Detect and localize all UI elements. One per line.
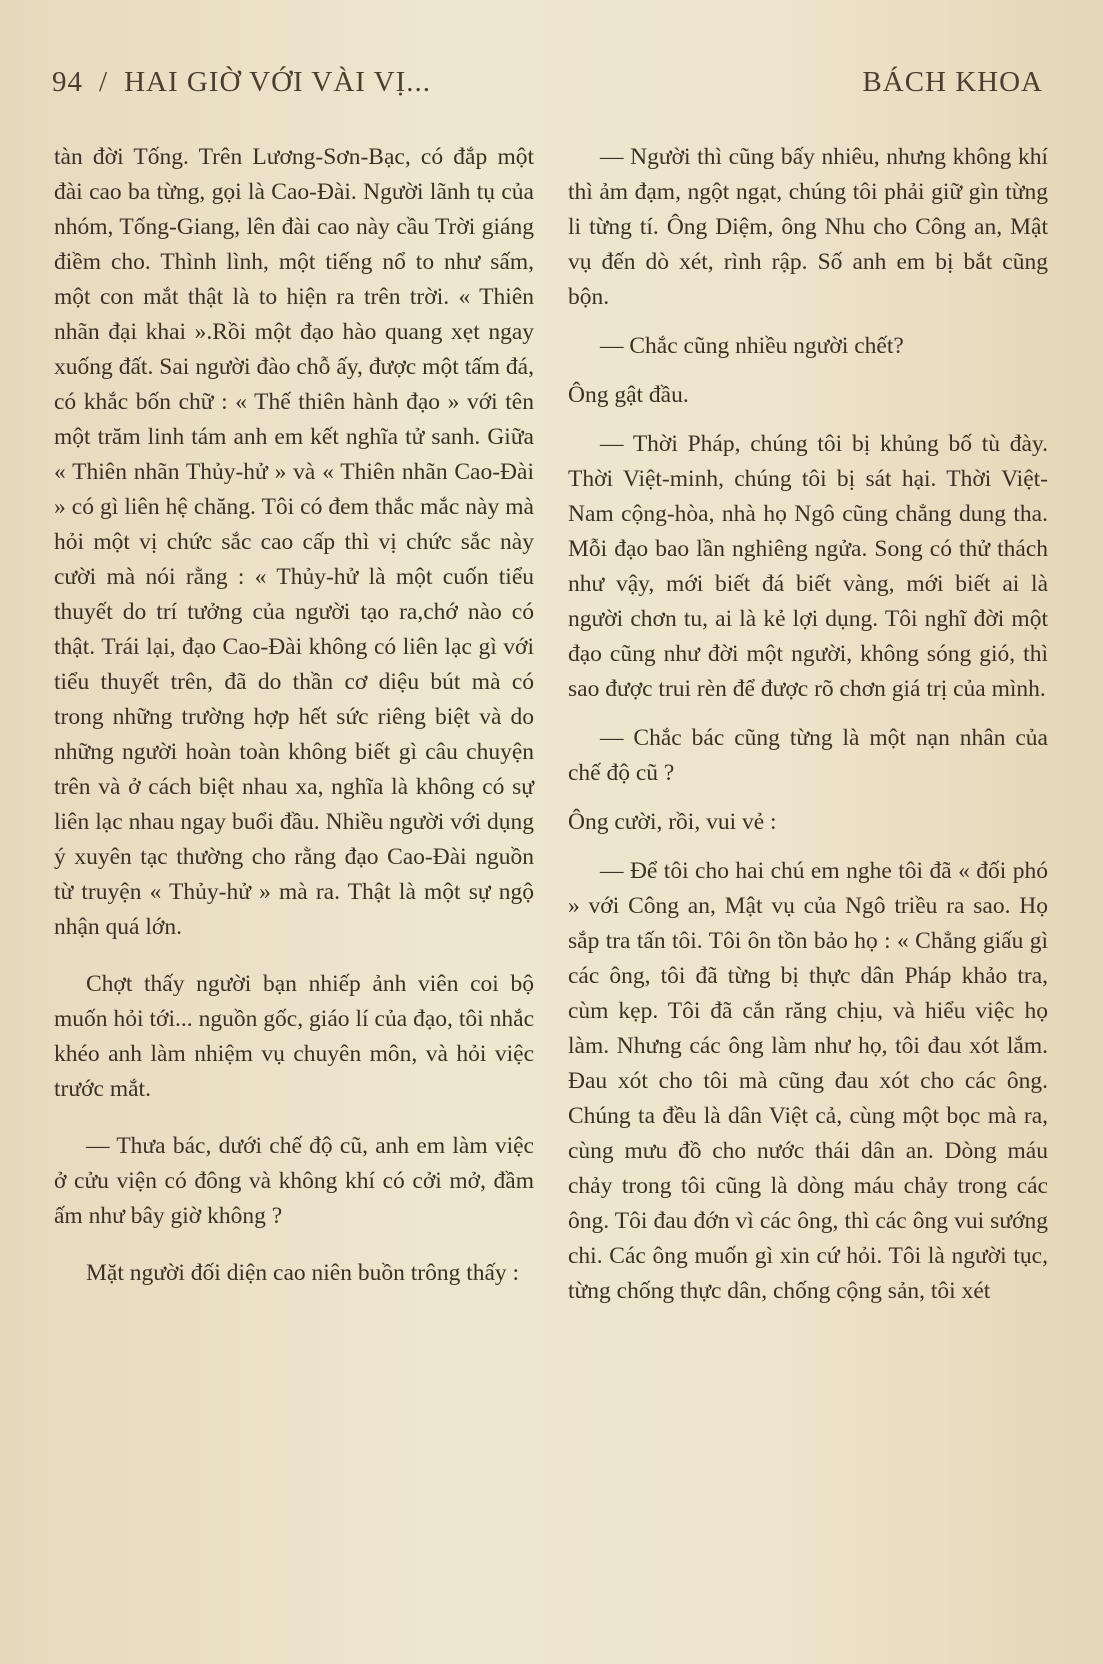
paragraph: — Để tôi cho hai chú em nghe tôi đã « đối phó » với Công an, Mật vụ của Ngô triều ra sao. Họ sắp tra tấn tôi. Tôi ôn tồn bảo họ : « Chẳng giấu gì các ông, tôi đã từng bị thực dân Pháp khảo tra, cùm kẹp. Tôi đã cắn răng chịu, và hiểu việc họ làm. Nhưng các ông làm như họ, tôi đau xót lắm. Đau xót cho tôi mà cũng đau xót cho các ông. Chúng ta đều là dân Việt cả, cùng một bọc mà ra, cùng mưu đồ cho nước thái dân an. Dòng máu chảy trong tôi cũng là dòng máu chảy trong các ông. Tôi đau đớn vì các ông, thì các ông vui sướng chi. Các ông muốn gì xin cứ hỏi. Tôi là người tục, từng chống thực dân, chống cộng sản, tôi xét (568, 858, 1048, 1304)
paragraph: Mặt người đối diện cao niên buồn trông thấy : (86, 1260, 520, 1286)
left-column (54, 140, 534, 1291)
paragraph: Ông cười, rồi, vui vẻ : (568, 809, 777, 835)
paragraph: — Thời Pháp, chúng tôi bị khủng bố tù đày. Thời Việt-minh, chúng tôi bị sát hại. Thời Việt-Nam cộng-hòa, nhà họ Ngô cũng chẳng dung tha. Mỗi đạo bao lần nghiêng ngửa. Song có thử thách như vậy, mới biết đá biết vàng, mới biết ai là người chơn tu, ai là kẻ lợi dụng. Tôi nghĩ đời một đạo cũng như đời một người, không sóng gió, thì sao được trui rèn để được rõ chơn giá trị của mình. (568, 431, 1048, 702)
paragraph: Ông gật đầu. (568, 382, 689, 408)
paragraph: — Chắc cũng nhiều người chết? (600, 333, 904, 359)
page-number: 94 (52, 66, 83, 98)
header-separator: / (99, 66, 109, 98)
paragraph: — Chắc bác cũng từng là một nạn nhân của chế độ cũ ? (568, 725, 1048, 786)
right-column (568, 140, 1048, 1309)
paragraph: — Người thì cũng bấy nhiêu, nhưng không khí thì ảm đạm, ngột ngạt, chúng tôi phải giữ gìn từng li từng tí. Ông Diệm, ông Nhu cho Công an, Mật vụ đến dò xét, rình rập. Số anh em bị bắt cũng bộn. (568, 144, 1048, 310)
running-header (52, 66, 1043, 106)
paragraph: — Thưa bác, dưới chế độ cũ, anh em làm việc ở cửu viện có đông và không khí có cởi mở, đầm ấm như bây giờ không ? (54, 1133, 534, 1229)
paragraph: Chợt thấy người bạn nhiếp ảnh viên coi bộ muốn hỏi tới... nguồn gốc, giáo lí của đạo, tôi nhắc khéo anh làm nhiệm vụ chuyên môn, và hỏi việc trước mắt. (54, 971, 534, 1102)
paragraph: tàn đời Tống. Trên Lương-Sơn-Bạc, có đắp một đài cao ba từng, gọi là Cao-Đài. Người lãnh tụ của nhóm, Tống-Giang, lên đài cao này cầu Trời giáng điềm cho. Thình lình, một tiếng nổ to như sấm, một con mắt thật là to hiện ra trên trời. « Thiên nhãn đại khai ».Rồi một đạo hào quang xẹt ngay xuống đất. Sai người đào chỗ ấy, được một tấm đá, có khắc bốn chữ : « Thế thiên hành đạo » với tên một trăm linh tám anh em kết nghĩa tử sanh. Giữa « Thiên nhãn Thủy-hử » và « Thiên nhãn Cao-Đài » có gì liên hệ chăng. Tôi có đem thắc mắc này mà hỏi một vị chức sắc cao cấp thì vị chức sắc này cười mà nói rằng : « Thủy-hử là một cuốn tiểu thuyết do trí tưởng của người tạo ra,chớ nào có thật. Trái lại, đạo Cao-Đài không có liên lạc gì với tiểu thuyết trên, đã do thần cơ diệu bút mà có trong những trường hợp hết sức riêng biệt và do những người hoàn toàn không biết gì câu chuyện trên và ở cách biệt nhau xa, nghĩa là không có sự liên lạc nhau ngay buổi đầu. Nhiều người với dụng ý xuyên tạc thường cho rằng đạo Cao-Đài nguồn từ truyện « Thủy-hử » mà ra. Thật là một sự ngộ nhận quá lớn. (54, 144, 534, 940)
magazine-name: BÁCH KHOA (862, 66, 1043, 98)
article-title: HAI GIỜ VỚI VÀI VỊ... (124, 66, 432, 98)
header-left (52, 66, 431, 99)
